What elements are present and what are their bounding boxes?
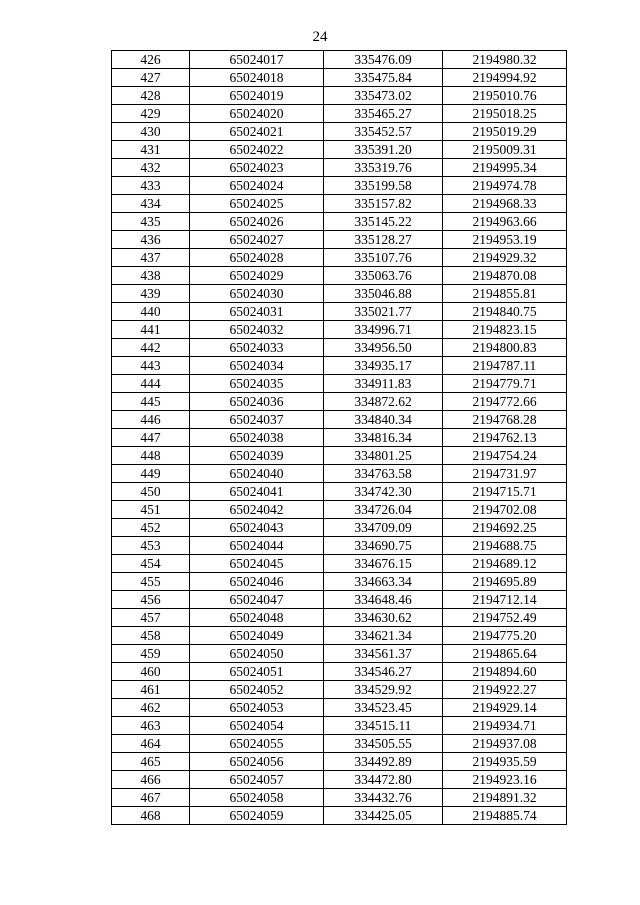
x-coordinate-cell: 335465.27 [324,105,443,123]
y-coordinate-cell: 2194885.74 [443,807,567,825]
row-index-cell: 447 [112,429,190,447]
y-coordinate-cell: 2194752.49 [443,609,567,627]
row-index-cell: 467 [112,789,190,807]
y-coordinate-cell: 2194865.64 [443,645,567,663]
table-row [112,573,567,591]
point-id-cell: 65024033 [190,339,324,357]
y-coordinate-cell: 2195019.29 [443,123,567,141]
row-index-cell: 457 [112,609,190,627]
table-row [112,645,567,663]
table-row [112,393,567,411]
table-row [112,789,567,807]
x-coordinate-cell: 335476.09 [324,51,443,69]
row-index-cell: 465 [112,753,190,771]
table-row [112,663,567,681]
point-id-cell: 65024057 [190,771,324,789]
table-row [112,249,567,267]
x-coordinate-cell: 334529.92 [324,681,443,699]
point-id-cell: 65024023 [190,159,324,177]
table-row [112,519,567,537]
point-id-cell: 65024042 [190,501,324,519]
point-id-cell: 65024026 [190,213,324,231]
x-coordinate-cell: 334763.58 [324,465,443,483]
table-row [112,483,567,501]
table-row [112,411,567,429]
x-coordinate-cell: 335046.88 [324,285,443,303]
y-coordinate-cell: 2194772.66 [443,393,567,411]
x-coordinate-cell: 334956.50 [324,339,443,357]
x-coordinate-cell: 334492.89 [324,753,443,771]
y-coordinate-cell: 2194731.97 [443,465,567,483]
point-id-cell: 65024040 [190,465,324,483]
table-row [112,195,567,213]
table-row [112,51,567,69]
x-coordinate-cell: 335452.57 [324,123,443,141]
point-id-cell: 65024027 [190,231,324,249]
table-row [112,141,567,159]
table-row [112,123,567,141]
x-coordinate-cell: 334872.62 [324,393,443,411]
x-coordinate-cell: 335157.82 [324,195,443,213]
point-id-cell: 65024059 [190,807,324,825]
y-coordinate-cell: 2194754.24 [443,447,567,465]
row-index-cell: 453 [112,537,190,555]
y-coordinate-cell: 2194823.15 [443,321,567,339]
row-index-cell: 439 [112,285,190,303]
table-row [112,69,567,87]
point-id-cell: 65024025 [190,195,324,213]
row-index-cell: 437 [112,249,190,267]
point-id-cell: 65024028 [190,249,324,267]
table-row [112,591,567,609]
point-id-cell: 65024032 [190,321,324,339]
x-coordinate-cell: 334996.71 [324,321,443,339]
y-coordinate-cell: 2194712.14 [443,591,567,609]
row-index-cell: 434 [112,195,190,213]
y-coordinate-cell: 2194994.92 [443,69,567,87]
table-row [112,717,567,735]
point-id-cell: 65024055 [190,735,324,753]
x-coordinate-cell: 335107.76 [324,249,443,267]
y-coordinate-cell: 2194787.11 [443,357,567,375]
row-index-cell: 426 [112,51,190,69]
x-coordinate-cell: 334690.75 [324,537,443,555]
point-id-cell: 65024058 [190,789,324,807]
table-row [112,213,567,231]
point-id-cell: 65024056 [190,753,324,771]
row-index-cell: 448 [112,447,190,465]
point-id-cell: 65024037 [190,411,324,429]
table-row [112,177,567,195]
point-id-cell: 65024051 [190,663,324,681]
row-index-cell: 464 [112,735,190,753]
point-id-cell: 65024052 [190,681,324,699]
table-row [112,699,567,717]
table-row [112,627,567,645]
y-coordinate-cell: 2194702.08 [443,501,567,519]
y-coordinate-cell: 2194762.13 [443,429,567,447]
y-coordinate-cell: 2194768.28 [443,411,567,429]
page-number: 24 [312,29,328,45]
y-coordinate-cell: 2194980.32 [443,51,567,69]
x-coordinate-cell: 335319.76 [324,159,443,177]
table-row [112,159,567,177]
x-coordinate-cell: 335391.20 [324,141,443,159]
row-index-cell: 433 [112,177,190,195]
row-index-cell: 462 [112,699,190,717]
x-coordinate-cell: 334621.34 [324,627,443,645]
row-index-cell: 432 [112,159,190,177]
point-id-cell: 65024019 [190,87,324,105]
point-id-cell: 65024053 [190,699,324,717]
row-index-cell: 445 [112,393,190,411]
point-id-cell: 65024039 [190,447,324,465]
point-id-cell: 65024029 [190,267,324,285]
y-coordinate-cell: 2194963.66 [443,213,567,231]
x-coordinate-cell: 334425.05 [324,807,443,825]
y-coordinate-cell: 2194870.08 [443,267,567,285]
table-row [112,501,567,519]
point-id-cell: 65024022 [190,141,324,159]
y-coordinate-cell: 2194937.08 [443,735,567,753]
table-row [112,429,567,447]
table-row [112,609,567,627]
y-coordinate-cell: 2194929.32 [443,249,567,267]
point-id-cell: 65024034 [190,357,324,375]
x-coordinate-cell: 334523.45 [324,699,443,717]
x-coordinate-cell: 334561.37 [324,645,443,663]
x-coordinate-cell: 335475.84 [324,69,443,87]
x-coordinate-cell: 334709.09 [324,519,443,537]
table-row [112,231,567,249]
x-coordinate-cell: 334840.34 [324,411,443,429]
row-index-cell: 459 [112,645,190,663]
x-coordinate-cell: 335199.58 [324,177,443,195]
table-row [112,267,567,285]
point-id-cell: 65024036 [190,393,324,411]
x-coordinate-cell: 335063.76 [324,267,443,285]
table-row [112,807,567,825]
y-coordinate-cell: 2194689.12 [443,555,567,573]
table-row [112,303,567,321]
row-index-cell: 452 [112,519,190,537]
table-row [112,465,567,483]
table-row [112,105,567,123]
y-coordinate-cell: 2194692.25 [443,519,567,537]
x-coordinate-cell: 335128.27 [324,231,443,249]
x-coordinate-cell: 334911.83 [324,375,443,393]
table-row [112,87,567,105]
x-coordinate-cell: 334742.30 [324,483,443,501]
row-index-cell: 446 [112,411,190,429]
y-coordinate-cell: 2194923.16 [443,771,567,789]
point-id-cell: 65024035 [190,375,324,393]
point-id-cell: 65024024 [190,177,324,195]
row-index-cell: 466 [112,771,190,789]
point-id-cell: 65024021 [190,123,324,141]
y-coordinate-cell: 2194800.83 [443,339,567,357]
y-coordinate-cell: 2195018.25 [443,105,567,123]
row-index-cell: 460 [112,663,190,681]
table-row [112,285,567,303]
row-index-cell: 427 [112,69,190,87]
table-row [112,555,567,573]
point-id-cell: 65024018 [190,69,324,87]
x-coordinate-cell: 334515.11 [324,717,443,735]
row-index-cell: 468 [112,807,190,825]
row-index-cell: 444 [112,375,190,393]
row-index-cell: 440 [112,303,190,321]
x-coordinate-cell: 334663.34 [324,573,443,591]
row-index-cell: 458 [112,627,190,645]
x-coordinate-cell: 334648.46 [324,591,443,609]
row-index-cell: 449 [112,465,190,483]
y-coordinate-cell: 2194891.32 [443,789,567,807]
row-index-cell: 442 [112,339,190,357]
y-coordinate-cell: 2194974.78 [443,177,567,195]
point-id-cell: 65024043 [190,519,324,537]
x-coordinate-cell: 335145.22 [324,213,443,231]
row-index-cell: 436 [112,231,190,249]
y-coordinate-cell: 2194922.27 [443,681,567,699]
point-id-cell: 65024050 [190,645,324,663]
table-row [112,375,567,393]
row-index-cell: 456 [112,591,190,609]
y-coordinate-cell: 2194695.89 [443,573,567,591]
x-coordinate-cell: 334546.27 [324,663,443,681]
x-coordinate-cell: 334816.34 [324,429,443,447]
table-row [112,681,567,699]
point-id-cell: 65024046 [190,573,324,591]
point-id-cell: 65024049 [190,627,324,645]
x-coordinate-cell: 335021.77 [324,303,443,321]
x-coordinate-cell: 334472.80 [324,771,443,789]
row-index-cell: 438 [112,267,190,285]
row-index-cell: 431 [112,141,190,159]
row-index-cell: 463 [112,717,190,735]
point-id-cell: 65024048 [190,609,324,627]
x-coordinate-cell: 335473.02 [324,87,443,105]
point-id-cell: 65024031 [190,303,324,321]
row-index-cell: 450 [112,483,190,501]
row-index-cell: 451 [112,501,190,519]
y-coordinate-cell: 2194688.75 [443,537,567,555]
table-row [112,537,567,555]
y-coordinate-cell: 2194953.19 [443,231,567,249]
y-coordinate-cell: 2194840.75 [443,303,567,321]
table-row [112,339,567,357]
point-id-cell: 65024020 [190,105,324,123]
y-coordinate-cell: 2195010.76 [443,87,567,105]
point-id-cell: 65024047 [190,591,324,609]
y-coordinate-cell: 2194715.71 [443,483,567,501]
y-coordinate-cell: 2194929.14 [443,699,567,717]
row-index-cell: 443 [112,357,190,375]
x-coordinate-cell: 334726.04 [324,501,443,519]
row-index-cell: 455 [112,573,190,591]
x-coordinate-cell: 334676.15 [324,555,443,573]
y-coordinate-cell: 2194779.71 [443,375,567,393]
table-row [112,771,567,789]
y-coordinate-cell: 2194995.34 [443,159,567,177]
table-row [112,735,567,753]
point-id-cell: 65024044 [190,537,324,555]
point-id-cell: 65024045 [190,555,324,573]
x-coordinate-cell: 334630.62 [324,609,443,627]
y-coordinate-cell: 2194855.81 [443,285,567,303]
y-coordinate-cell: 2194935.59 [443,753,567,771]
point-id-cell: 65024041 [190,483,324,501]
x-coordinate-cell: 334935.17 [324,357,443,375]
row-index-cell: 430 [112,123,190,141]
row-index-cell: 454 [112,555,190,573]
table-row [112,753,567,771]
x-coordinate-cell: 334432.76 [324,789,443,807]
row-index-cell: 435 [112,213,190,231]
row-index-cell: 441 [112,321,190,339]
table-row [112,321,567,339]
point-id-cell: 65024017 [190,51,324,69]
coordinates-table [111,50,567,825]
point-id-cell: 65024054 [190,717,324,735]
table-row [112,357,567,375]
x-coordinate-cell: 334801.25 [324,447,443,465]
point-id-cell: 65024038 [190,429,324,447]
x-coordinate-cell: 334505.55 [324,735,443,753]
row-index-cell: 429 [112,105,190,123]
table-row [112,447,567,465]
row-index-cell: 461 [112,681,190,699]
y-coordinate-cell: 2194894.60 [443,663,567,681]
y-coordinate-cell: 2194775.20 [443,627,567,645]
y-coordinate-cell: 2195009.31 [443,141,567,159]
y-coordinate-cell: 2194968.33 [443,195,567,213]
y-coordinate-cell: 2194934.71 [443,717,567,735]
coordinates-table-body [112,51,567,825]
row-index-cell: 428 [112,87,190,105]
point-id-cell: 65024030 [190,285,324,303]
